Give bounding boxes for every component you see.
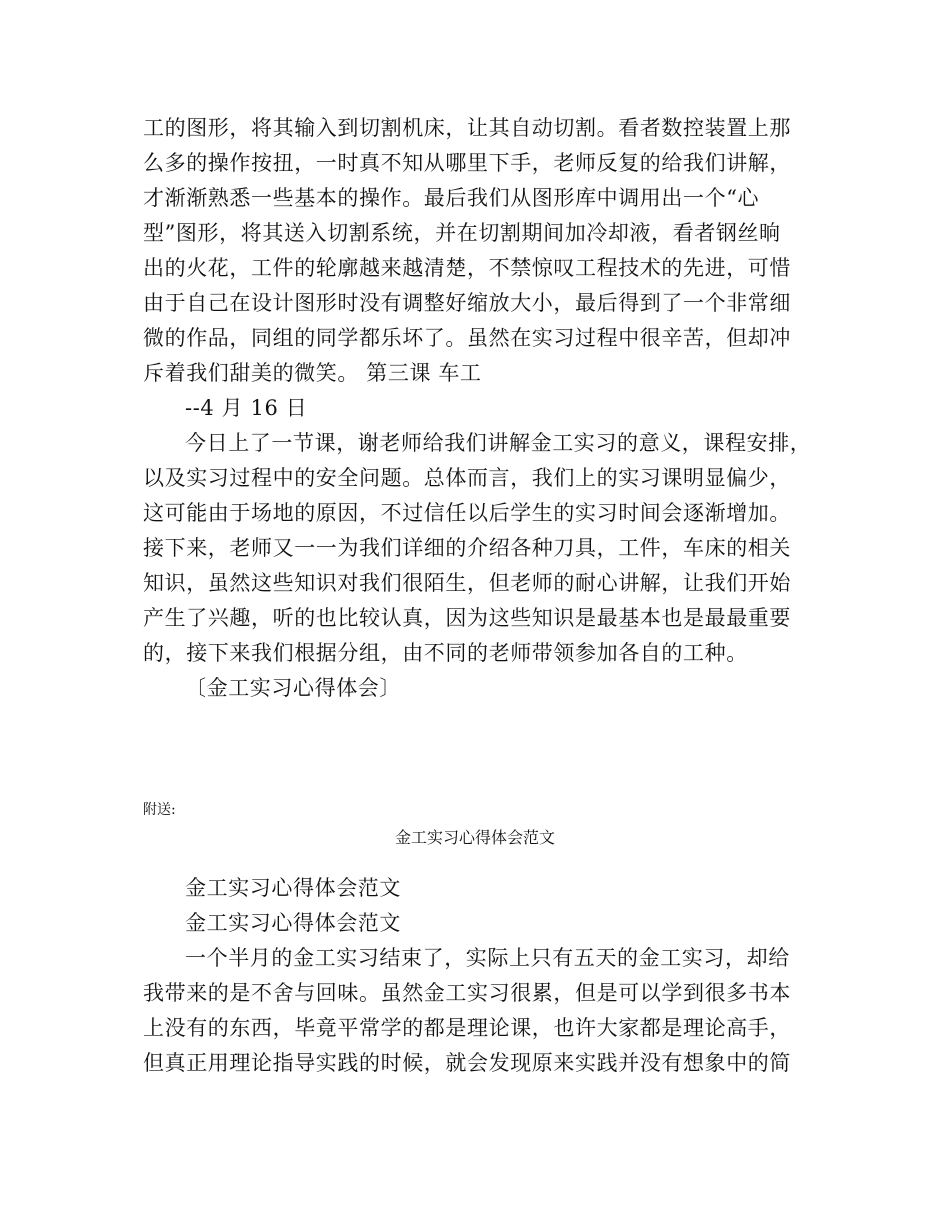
paragraph-line: 的，接下来我们根据分组，由不同的老师带领参加各自的工种。 [143, 641, 748, 665]
paragraph-line: 以及实习过程中的安全问题。总体而言，我们上的实习课明显偏少， [143, 466, 791, 490]
paragraph-line: 但真正用理论指导实践的时候，就会发现原来实践并没有想象中的简 [143, 1051, 791, 1075]
date-line: --4 月 16 日 [185, 396, 308, 420]
paragraph-line: 我带来的是不舍与回味。虽然金工实习很累，但是可以学到很多书本 [143, 981, 791, 1005]
subtitle-line: 金工实习心得体会范文 [185, 876, 401, 900]
paragraph-line: 由于自己在设计图形时没有调整好缩放大小，最后得到了一个非常细 [143, 291, 791, 315]
paragraph-line: 么多的操作按扭，一时真不知从哪里下手，老师反复的给我们讲解， [143, 151, 791, 175]
paragraph-line: 微的作品，同组的同学都乐坏了。虽然在实习过程中很辛苦，但却冲 [143, 326, 791, 350]
bracket-note: 〔金工实习心得体会〕 [185, 676, 401, 700]
paragraph-line: 斥着我们甜美的微笑。 第三课 车工 [143, 361, 482, 385]
appendix-title: 金工实习心得体会范文 [394, 828, 555, 847]
paragraph-line: 知识，虽然这些知识对我们很陌生，但老师的耐心讲解，让我们开始 [143, 571, 791, 595]
appendix-label: 附送: [143, 802, 176, 818]
paragraph-line: 型”图形，将其送入切割系统，并在切割期间加冷却液，看者钢丝晌 [143, 221, 781, 245]
paragraph-line: 这可能由于场地的原因，不过信任以后学生的实习时间会逐渐增加。 [143, 501, 791, 525]
paragraph-line: 接下来，老师又一一为我们详细的介绍各种刀具，工件，车床的相关 [143, 536, 791, 560]
subtitle-line: 金工实习心得体会范文 [185, 911, 401, 935]
paragraph-line: 上没有的东西，毕竟平常学的都是理论课，也许大家都是理论高手， [143, 1016, 791, 1040]
paragraph-line: 产生了兴趣，听的也比较认真，因为这些知识是最基本也是最最重要 [143, 606, 791, 630]
paragraph-line: 才渐渐熟悉一些基本的操作。最后我们从图形库中调用出一个“心 [143, 186, 760, 210]
paragraph-line: 出的火花，工件的轮廓越来越清楚，不禁惊叹工程技术的先进，可惜 [143, 256, 791, 280]
paragraph-line: 一个半月的金工实习结束了，实际上只有五天的金工实习，却给 [185, 946, 790, 970]
paragraph-line: 今日上了一节课，谢老师给我们讲解金工实习的意义，课程安排， [185, 431, 812, 455]
paragraph-line: 工的图形，将其输入到切割机床，让其自动切割。看者数控装置上那 [143, 116, 791, 140]
